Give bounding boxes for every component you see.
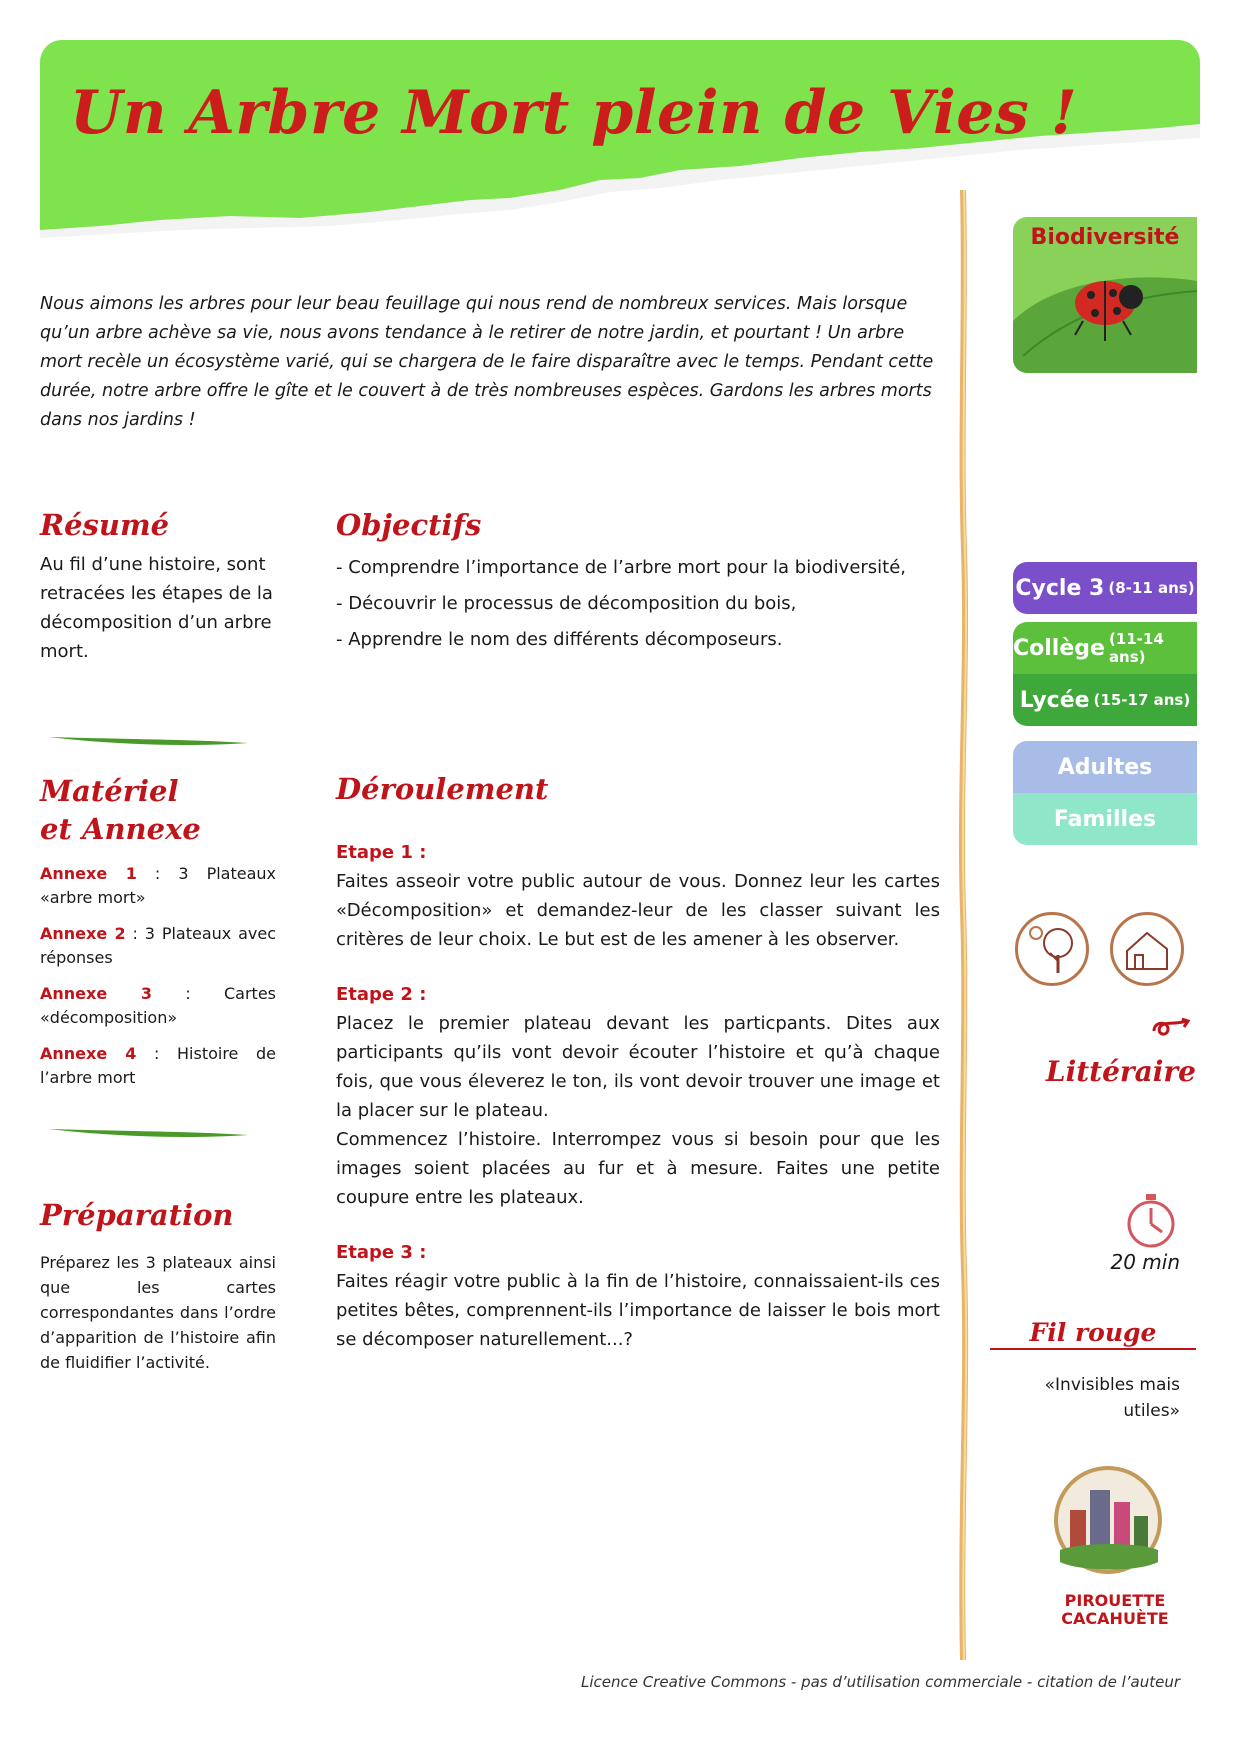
preparation-text: Préparez les 3 plateaux ainsi que les cartes correspondantes dans l’ordre d’apparition de l’histoire afin de fluidifier l’activité.	[40, 1253, 276, 1372]
fil-rouge-block	[988, 1318, 1198, 1358]
fil-rouge-heading: Fil rouge	[1026, 1318, 1161, 1347]
resume-text: Au fil d’une histoire, sont retracées les étapes de la décomposition d’un arbre mort.	[40, 554, 273, 662]
objectif-item: - Apprendre le nom des différents décomposeurs.	[336, 629, 783, 650]
objectif-item: - Découvrir le processus de décomposition du bois,	[336, 593, 797, 614]
stopwatch-icon	[1122, 1190, 1180, 1252]
license-footer: Licence Creative Commons - pas d’utilisation commerciale - citation de l’auteur	[581, 1673, 1180, 1691]
annexe-list	[40, 862, 276, 1090]
ladybug-leaf-icon	[1013, 261, 1197, 373]
objectif-item: - Comprendre l’importance de l’arbre mort pour la biodiversité,	[336, 557, 907, 578]
duration-label: 20 min	[1110, 1250, 1180, 1274]
objectifs-heading: Objectifs	[336, 508, 482, 542]
audience-lycee: Lycée (15-17 ans)	[1013, 674, 1197, 726]
page-title: Un Arbre Mort plein de Vies !	[70, 78, 1078, 148]
audience-familles: Familles	[1013, 793, 1197, 845]
annexe-item: Annexe 4 : Histoire de l’arbre mort	[40, 1044, 276, 1087]
resume-heading: Résumé	[40, 508, 170, 542]
theme-card	[1013, 217, 1197, 373]
intro-paragraph: Nous aimons les arbres pour leur beau feuillage qui nous rend de nombreux services. Mais lorsque qu’un arbre achève sa vie, nous avons tendance à le retirer de notre jardin, et pourtant ! Un arbre mort recèle un écosystème varié, qui se chargera de le faire disparaître avec le temps. Pendant cette durée, notre arbre offre le gîte et le couvert à de très nombreuses espèces. Gardons les arbres morts dans nos jardins !	[40, 294, 934, 430]
outdoor-tree-icon	[1015, 912, 1089, 986]
step-3: Etape 3 : Faites réagir votre public à la fin de l’histoire, connaissaient-ils ces petites bêtes, comprennent-ils l’importance de laisser le bois mort se décomposer naturellement...?	[336, 1242, 940, 1350]
audience-adultes: Adultes	[1013, 741, 1197, 793]
step-1: Etape 1 : Faites asseoir votre public autour de vous. Donnez leur les cartes «Décomposition» et demandez-leur de les classer suivant les critères de leur choix. Le but est de les amener à les observer.	[336, 842, 940, 950]
leaf-separator-icon	[48, 733, 248, 749]
deroulement-heading: Déroulement	[336, 772, 549, 806]
activity-type: Littéraire	[1045, 1055, 1196, 1088]
indoor-house-icon	[1110, 912, 1184, 986]
logo-wordmark: PIROUETTE CACAHUÈTE	[1061, 1591, 1169, 1628]
pirouette-cacahuete-logo	[1040, 1462, 1180, 1582]
annexe-item: Annexe 2 : 3 Plateaux avec réponses	[40, 924, 277, 967]
preparation-heading: Préparation	[40, 1198, 234, 1232]
audience-cycle3: Cycle 3 (8-11 ans)	[1013, 562, 1197, 614]
annexe-item: Annexe 1 : 3 Plateaux «arbre mort»	[40, 864, 276, 907]
audience-college: Collège (11-14 ans)	[1013, 622, 1197, 674]
leaf-separator-icon	[48, 1125, 248, 1141]
step-2: Etape 2 : Placez le premier plateau devant les particpants. Dites aux participants qu’ils vont devoir écouter l’histoire et qu’à chaque fois, que vous éleverez le ton, ils vont devoir trouver une image et la placer sur le plateau. Commencez l’histoire. Interrompez vous si besoin pour que les images soient placées au fur et à mesure. Faites une petite coupure entre les plateaux.	[336, 984, 940, 1208]
fil-rouge-text: «Invisibles mais utiles»	[1044, 1375, 1180, 1421]
materiel-heading: Matériel et Annexe	[40, 774, 201, 846]
theme-label: Biodiversité	[1030, 225, 1180, 250]
deroulement-steps	[336, 838, 940, 1354]
bamboo-divider	[956, 190, 970, 1660]
objectifs-list	[336, 550, 936, 658]
swirl-arrow-icon	[1150, 1017, 1194, 1041]
annexe-item: Annexe 3 : Cartes «décomposition»	[40, 984, 277, 1027]
